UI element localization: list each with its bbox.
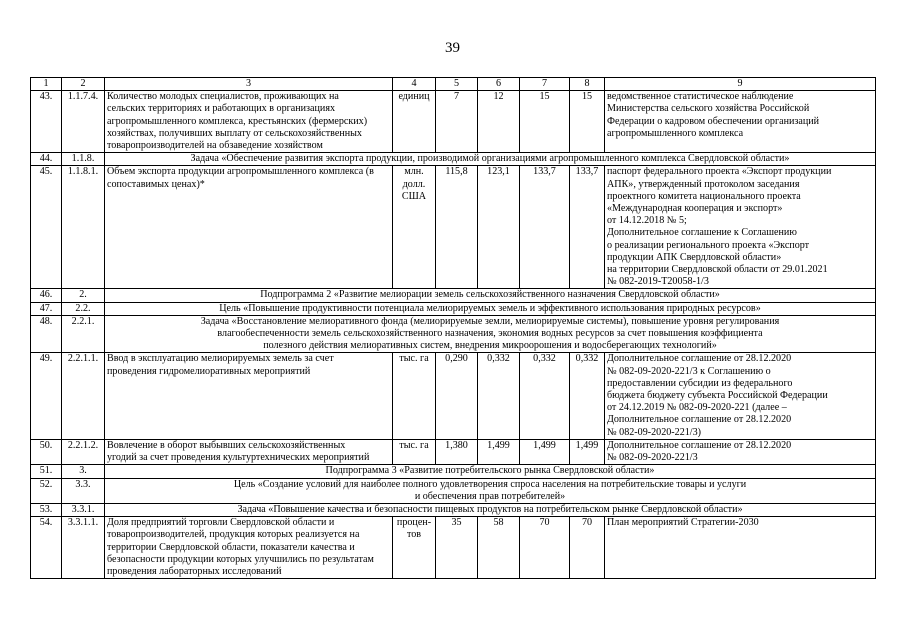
indicator-name: Количество молодых специалистов, проживающих на сельских территориях и работающих в организациях агропромышленного комплекса, крестьянских (фермерских) хозяйствах, получивших выплату от сельскохозяйственных товаропроизводителей на обзаведение хозяйством bbox=[105, 91, 393, 153]
value-col8: 70 bbox=[570, 517, 605, 579]
value-col8: 1,499 bbox=[570, 439, 605, 464]
column-header: 3 bbox=[105, 78, 393, 91]
section-title: Подпрограмма 2 «Развитие мелиорации земель сельскохозяйственного назначения Свердловской области» bbox=[105, 289, 876, 302]
indicator-row bbox=[31, 166, 876, 289]
row-number: 44. bbox=[31, 153, 62, 166]
indicators-table bbox=[30, 77, 876, 579]
value-col7: 70 bbox=[520, 517, 570, 579]
source-document: Дополнительное соглашение от 28.12.2020 № 082-09-2020-221/3 к Соглашению о предоставлении субсидии из федерального бюджета бюджету субъекта Российской Федерации от 24.12.2019 № 082-09-2020-221 (далее – Дополнительное соглашение от 28.12.2020 № 082-09-2020-221/3) bbox=[605, 353, 876, 439]
value-col7: 15 bbox=[520, 91, 570, 153]
row-code: 3. bbox=[62, 465, 105, 478]
unit: единиц bbox=[393, 91, 436, 153]
value-col7: 1,499 bbox=[520, 439, 570, 464]
source-document: Дополнительное соглашение от 28.12.2020 № 082-09-2020-221/3 bbox=[605, 439, 876, 464]
row-code: 2.2.1.1. bbox=[62, 353, 105, 439]
row-number: 43. bbox=[31, 91, 62, 153]
section-row bbox=[31, 153, 876, 166]
indicator-row bbox=[31, 517, 876, 579]
row-number: 52. bbox=[31, 478, 62, 503]
source-document: паспорт федерального проекта «Экспорт продукции АПК», утвержденный протоколом заседания проектного комитета национального проекта «Международная кооперация и экспорт» от 14.12.2018 № 5; Дополнительное соглашение к Соглашению о реализации регионального проекта «Экспорт продукции АПК Свердловской области» на территории Свердловской области от 29.01.2021 № 082-2019-T20058-1/3 bbox=[605, 166, 876, 289]
section-row bbox=[31, 465, 876, 478]
row-code: 3.3.1. bbox=[62, 503, 105, 516]
section-row bbox=[31, 503, 876, 516]
value-col5: 7 bbox=[436, 91, 478, 153]
column-number-row bbox=[31, 78, 876, 91]
indicator-name: Доля предприятий торговли Свердловской области и товаропроизводителей, продукция которых реализуется на территории Свердловской области, показатели качества и безопасности продукции которых улучшились по результатам проведения лабораторных исследований bbox=[105, 517, 393, 579]
section-row bbox=[31, 302, 876, 315]
row-code: 1.1.8. bbox=[62, 153, 105, 166]
row-code: 2.2. bbox=[62, 302, 105, 315]
row-code: 3.3. bbox=[62, 478, 105, 503]
value-col7: 0,332 bbox=[520, 353, 570, 439]
section-title: Задача «Восстановление мелиоративного фонда (мелиорируемые земли, мелиорируемые системы), повышение уровня регулирования влагообеспеченности земель сельскохозяйственного назначения, экономия водных ресурсов за счет повышения коэффициента полезного действия мелиоративных систем, внедрения микроорошения и водосберегающих технологий» bbox=[105, 315, 876, 353]
value-col5: 0,290 bbox=[436, 353, 478, 439]
row-number: 47. bbox=[31, 302, 62, 315]
row-code: 1.1.8.1. bbox=[62, 166, 105, 289]
column-header: 8 bbox=[570, 78, 605, 91]
unit: тыс. га bbox=[393, 353, 436, 439]
unit: процен- тов bbox=[393, 517, 436, 579]
row-code: 3.3.1.1. bbox=[62, 517, 105, 579]
source-document: План мероприятий Стратегии-2030 bbox=[605, 517, 876, 579]
row-code: 2.2.1.2. bbox=[62, 439, 105, 464]
section-row bbox=[31, 289, 876, 302]
section-title: Задача «Обеспечение развития экспорта продукции, производимой организациями агропромышленного комплекса Свердловской области» bbox=[105, 153, 876, 166]
section-title: Цель «Создание условий для наиболее полного удовлетворения спроса населения на потребительские товары и услуги и обеспечения прав потребителей» bbox=[105, 478, 876, 503]
value-col6: 58 bbox=[478, 517, 520, 579]
page-number: 39 bbox=[445, 40, 460, 56]
section-title: Цель «Повышение продуктивности потенциала мелиорируемых земель и эффективного использования природных ресурсов» bbox=[105, 302, 876, 315]
indicator-row bbox=[31, 439, 876, 464]
row-code: 2. bbox=[62, 289, 105, 302]
column-header: 4 bbox=[393, 78, 436, 91]
row-number: 45. bbox=[31, 166, 62, 289]
column-header: 7 bbox=[520, 78, 570, 91]
value-col6: 0,332 bbox=[478, 353, 520, 439]
column-header: 9 bbox=[605, 78, 876, 91]
section-title: Подпрограмма 3 «Развитие потребительского рынка Свердловской области» bbox=[105, 465, 876, 478]
row-number: 46. bbox=[31, 289, 62, 302]
value-col6: 1,499 bbox=[478, 439, 520, 464]
row-number: 50. bbox=[31, 439, 62, 464]
row-number: 48. bbox=[31, 315, 62, 353]
section-row bbox=[31, 315, 876, 353]
value-col5: 35 bbox=[436, 517, 478, 579]
row-number: 53. bbox=[31, 503, 62, 516]
value-col6: 123,1 bbox=[478, 166, 520, 289]
column-header: 2 bbox=[62, 78, 105, 91]
row-number: 49. bbox=[31, 353, 62, 439]
indicator-row bbox=[31, 353, 876, 439]
unit: млн. долл. США bbox=[393, 166, 436, 289]
value-col6: 12 bbox=[478, 91, 520, 153]
indicator-name: Ввод в эксплуатацию мелиорируемых земель за счет проведения гидромелиоративных мероприятий bbox=[105, 353, 393, 439]
row-number: 51. bbox=[31, 465, 62, 478]
value-col7: 133,7 bbox=[520, 166, 570, 289]
value-col8: 0,332 bbox=[570, 353, 605, 439]
section-title: Задача «Повышение качества и безопасности пищевых продуктов на потребительском рынке Свердловской области» bbox=[105, 503, 876, 516]
value-col5: 115,8 bbox=[436, 166, 478, 289]
value-col8: 15 bbox=[570, 91, 605, 153]
indicator-name: Объем экспорта продукции агропромышленного комплекса (в сопоставимых ценах)* bbox=[105, 166, 393, 289]
indicator-row bbox=[31, 91, 876, 153]
column-header: 5 bbox=[436, 78, 478, 91]
source-document: ведомственное статистическое наблюдение Министерства сельского хозяйства Российской Федерации о кадровом обеспечении организаций агропромышленного комплекса bbox=[605, 91, 876, 153]
unit: тыс. га bbox=[393, 439, 436, 464]
column-header: 6 bbox=[478, 78, 520, 91]
row-code: 1.1.7.4. bbox=[62, 91, 105, 153]
section-row bbox=[31, 478, 876, 503]
indicator-name: Вовлечение в оборот выбывших сельскохозяйственных угодий за счет проведения культуртехнических мероприятий bbox=[105, 439, 393, 464]
row-number: 54. bbox=[31, 517, 62, 579]
value-col5: 1,380 bbox=[436, 439, 478, 464]
value-col8: 133,7 bbox=[570, 166, 605, 289]
column-header: 1 bbox=[31, 78, 62, 91]
row-code: 2.2.1. bbox=[62, 315, 105, 353]
